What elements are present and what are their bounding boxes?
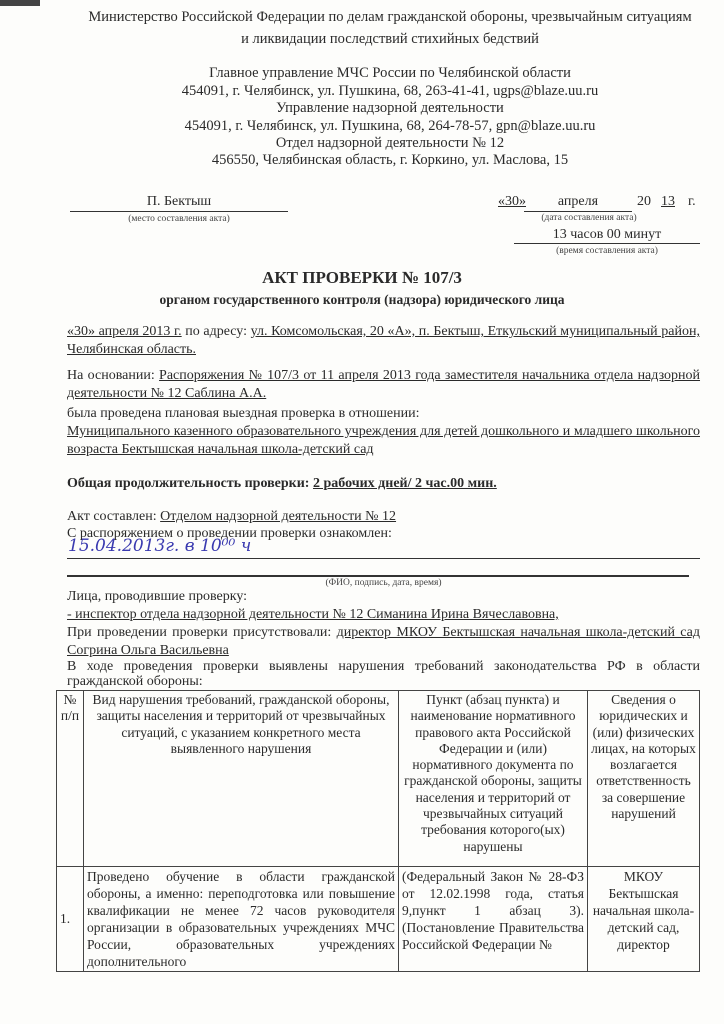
ministry-line-2: и ликвидации последствий стихийных бедствий [241, 31, 539, 47]
duration-value: 2 рабочих дней/ 2 час.00 мин. [312, 476, 497, 491]
basis-value: Распоряжения № 107/3 от 11 апреля 2013 года заместителя начальника отдела надзорной деятельности № 12 Саблина А.А. [67, 368, 701, 401]
date-year-prefix: 20 [637, 194, 651, 209]
violations-table [56, 690, 700, 972]
address-label: по адресу: [181, 324, 251, 339]
header-line: 454091, г. Челябинск, ул. Пушкина, 68, 263-41-41, ugps@blaze.uu.ru [181, 83, 599, 99]
header-responsible: Сведения о юридических и (или) физических лицах, на которых возлагается ответственность за совершение нарушений [588, 691, 700, 867]
composed-value: Отделом надзорной деятельности № 12 [160, 509, 397, 524]
header-line: 456550, Челябинская область, г. Коркино, ул. Маслова, 15 [211, 152, 569, 168]
inspectors-label: Лица, проводившие проверку: [67, 589, 248, 604]
duration-label: Общая продолжительность проверки: [67, 476, 313, 491]
header-line: 454091, г. Челябинск, ул. Пушкина, 68, 264-78-57, gpn@blaze.uu.ru [184, 118, 596, 134]
date-suffix: г. [688, 194, 696, 209]
address-value: ул. Комсомольская, 20 «А», п. Бектыш, Еткульский муниципальный район, Челябинская область. [67, 324, 700, 357]
present-label: При проведении проверки присутствовали: [67, 625, 337, 640]
handwritten-date: 15.04.2013г. в 10⁰⁰ ч [68, 536, 252, 556]
scan-artifact [0, 0, 40, 6]
composed-line [67, 508, 700, 526]
duration-line [67, 475, 700, 493]
acquainted-label: С распоряжением о проведении проверки ознакомлен: [67, 526, 392, 541]
time-caption: (время составления акта) [556, 246, 658, 256]
basis-label: На основании: [67, 368, 160, 383]
date-caption: (дата составления акта) [541, 213, 637, 223]
date-year: 13 [661, 194, 675, 209]
cell-violation: Проведено обучение в области гражданской обороны, а именно: переподготовка или повышение квалификации не менее 72 часов руководителя организации в образовательных учреждениях МЧС России, образовательных учреждениях дополнительного [84, 867, 399, 972]
address-paragraph [67, 323, 700, 359]
header-number: № п/п [57, 691, 84, 867]
place-caption: (место составления акта) [128, 214, 230, 224]
basis-paragraph [67, 367, 700, 403]
table-header-row [57, 691, 700, 867]
place-value: П. Бектыш [146, 194, 212, 209]
address-date: «30» апреля 2013 г. [67, 324, 182, 339]
organization-name: Муниципального казенного образовательного учреждения для детей дошкольного и младшего школьного возраста Бектышская начальная школа-детский сад [67, 424, 700, 457]
date-month: апреля [557, 194, 599, 209]
signature-caption: (ФИО, подпись, дата, время) [325, 578, 442, 588]
inspectors-value: - инспектор отдела надзорной деятельности № 12 Симанина Ирина Вячеславовна, [67, 607, 559, 622]
header-line: Управление надзорной деятельности [276, 100, 504, 116]
composed-label: Акт составлен: [67, 509, 161, 524]
header-violation: Вид нарушения требований, гражданской обороны, защиты населения и территорий от чрезвычайных ситуаций, с указанием конкретного места выявленного нарушения [84, 691, 399, 867]
table-row [57, 867, 700, 972]
violations-intro: В ходе проведения проверки выявлены нарушения требований законодательства РФ в области гражданской обороны: [67, 659, 700, 689]
header-clause: Пункт (абзац пункта) и наименование нормативного правового акта Российской Федерации и (или) нормативного документа по гражданской обороны, защиты населения и территорий от чрезвычайных ситуаций требования которого(ых) нарушены [399, 691, 588, 867]
time-value: 13 часов 00 минут [552, 227, 662, 242]
header-line: Отдел надзорной деятельности № 12 [275, 135, 505, 151]
inspection-text: была проведена плановая выездная проверка в отношении: [67, 406, 420, 421]
present-value: директор МКОУ Бектышская начальная школа-детский сад Согрина Ольга Васильевна [67, 625, 700, 658]
cell-number: 1. [57, 867, 84, 972]
ministry-line-1: Министерство Российской Федерации по делам гражданской обороны, чрезвычайным ситуациям [88, 9, 692, 25]
header-line: Главное управление МЧС России по Челябинской области [209, 65, 571, 81]
act-subtitle: органом государственного контроля (надзора) юридического лица [159, 292, 565, 307]
cell-responsible: МКОУ Бектышская начальная школа-детский сад, директор [588, 867, 700, 972]
cell-clause: (Федеральный Закон № 28-ФЗ от 12.02.1998 года, статья 9,пункт 1 абзац 3). (Постановление Правительства Российской Федерации № [399, 867, 588, 972]
act-title: АКТ ПРОВЕРКИ № 107/3 [262, 268, 462, 287]
present-paragraph [67, 624, 700, 660]
date-day: «30» [498, 194, 526, 209]
